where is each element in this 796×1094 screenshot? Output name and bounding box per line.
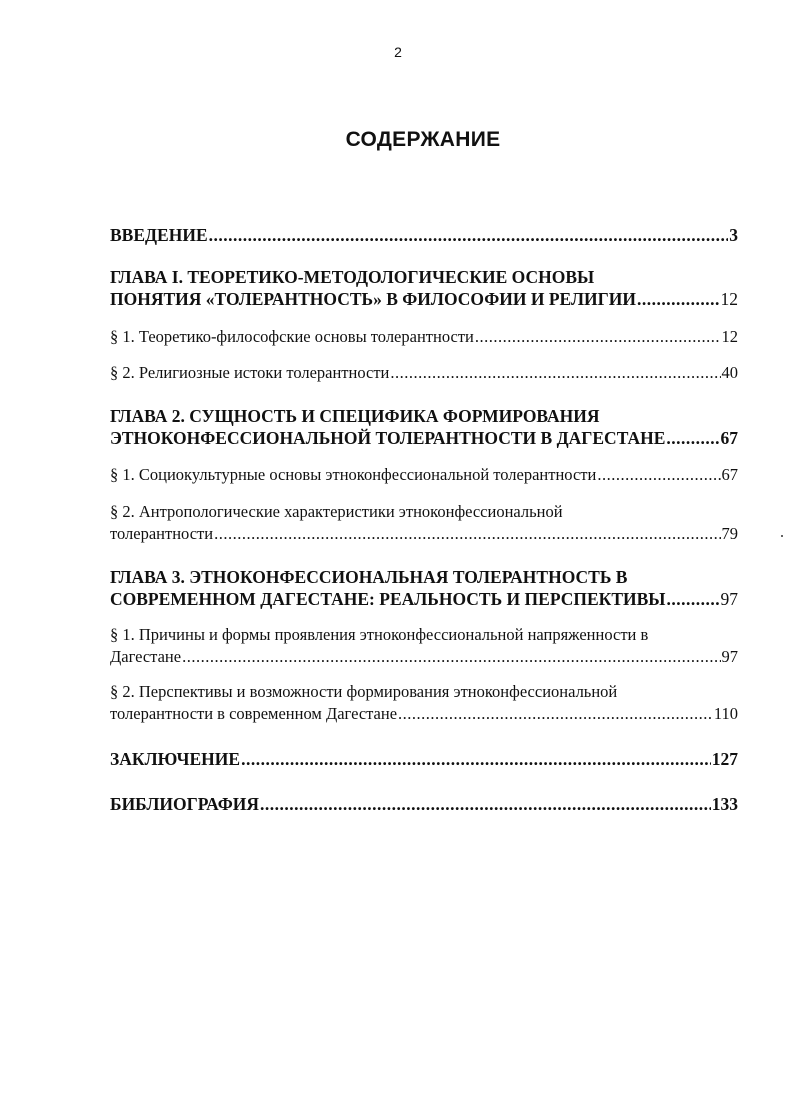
toc-entry-label-line2: толерантности <box>110 524 214 543</box>
toc-entry-chapter-3-section-1[interactable] <box>110 624 738 668</box>
toc-entry-chapter-1[interactable] <box>110 266 738 310</box>
scan-speck <box>781 535 783 537</box>
toc-entry-chapter-2[interactable] <box>110 405 738 449</box>
toc-entry-label-line1: ГЛАВА I. ТЕОРЕТИКО-МЕТОДОЛОГИЧЕСКИЕ ОСНОВЫ <box>110 267 595 287</box>
toc-entry-label-line1: ГЛАВА 3. ЭТНОКОНФЕССИОНАЛЬНАЯ ТОЛЕРАНТНОСТЬ В <box>110 567 628 587</box>
toc-entry-label-line2: толерантности в современном Дагестане <box>110 704 398 723</box>
toc-entry-chapter-1-section-1[interactable] <box>110 326 738 348</box>
toc-page-number: 79 <box>721 524 738 543</box>
dot-leader <box>597 464 720 486</box>
dot-leader <box>666 588 719 610</box>
toc-entry-label: § 2. Религиозные истоки толерантности <box>110 363 390 382</box>
dot-leader <box>209 224 729 246</box>
toc-entry-label: ЗАКЛЮЧЕНИЕ <box>110 749 241 769</box>
toc-entry-label-line1: § 1. Причины и формы проявления этноконфессиональной напряженности в <box>110 625 649 644</box>
toc-entry-label-line1: § 2. Антропологические характеристики этноконфессиональной <box>110 502 563 521</box>
toc-page-number: 12 <box>721 327 738 346</box>
toc-page-number: 97 <box>721 647 738 666</box>
toc-entry-introduction[interactable] <box>110 224 738 246</box>
toc-entry-label: § 1. Теоретико-философские основы толерантности <box>110 327 474 346</box>
page-number: 2 <box>394 44 402 60</box>
toc-entry-label-line2: ПОНЯТИЯ «ТОЛЕРАНТНОСТЬ» В ФИЛОСОФИИ И РЕЛИГИИ <box>110 289 637 309</box>
dot-leader <box>182 646 720 668</box>
toc-page-number: 133 <box>711 794 738 814</box>
toc-entry-chapter-2-section-1[interactable] <box>110 464 738 486</box>
dot-leader <box>241 748 711 770</box>
toc-entry-label-line2: ЭТНОКОНФЕССИОНАЛЬНОЙ ТОЛЕРАНТНОСТИ В ДАГЕСТАНЕ <box>110 428 666 448</box>
toc-entry-label-line2: Дагестане <box>110 647 182 666</box>
toc-entry-label: БИБЛИОГРАФИЯ <box>110 794 259 814</box>
toc-entry-bibliography[interactable] <box>110 793 738 815</box>
dot-leader <box>398 703 713 725</box>
toc-entry-chapter-3[interactable] <box>110 566 738 610</box>
toc-page-number: 40 <box>721 363 738 382</box>
toc-entry-label: ВВЕДЕНИЕ <box>110 225 208 245</box>
toc-entry-label: § 1. Социокультурные основы этноконфессиональной толерантности <box>110 465 597 484</box>
toc-entry-label-line1: ГЛАВА 2. СУЩНОСТЬ И СПЕЦИФИКА ФОРМИРОВАНИЯ <box>110 406 600 426</box>
toc-page-number: 12 <box>720 289 738 309</box>
dot-leader <box>260 793 711 815</box>
toc-page-number: 97 <box>720 589 738 609</box>
toc-page-number: 3 <box>729 225 738 245</box>
toc-entry-chapter-2-section-2[interactable] <box>110 501 738 545</box>
toc-entry-conclusion[interactable] <box>110 748 738 770</box>
toc-page-number: 110 <box>713 704 738 723</box>
toc-page-number: 67 <box>720 428 738 448</box>
toc-page-number: 127 <box>711 749 738 769</box>
dot-leader <box>475 326 721 348</box>
dot-leader <box>390 362 720 384</box>
toc-entry-chapter-1-section-2[interactable] <box>110 362 738 384</box>
toc-entry-chapter-3-section-2[interactable] <box>110 681 738 725</box>
toc-page-number: 67 <box>721 465 738 484</box>
dot-leader <box>666 427 719 449</box>
dot-leader <box>637 288 719 310</box>
toc-entry-label-line1: § 2. Перспективы и возможности формирования этноконфессиональной <box>110 682 618 701</box>
page-title: СОДЕРЖАНИЕ <box>345 128 501 151</box>
dot-leader <box>214 523 720 545</box>
toc-entry-label-line2: СОВРЕМЕННОМ ДАГЕСТАНЕ: РЕАЛЬНОСТЬ И ПЕРСПЕКТИВЫ <box>110 589 666 609</box>
